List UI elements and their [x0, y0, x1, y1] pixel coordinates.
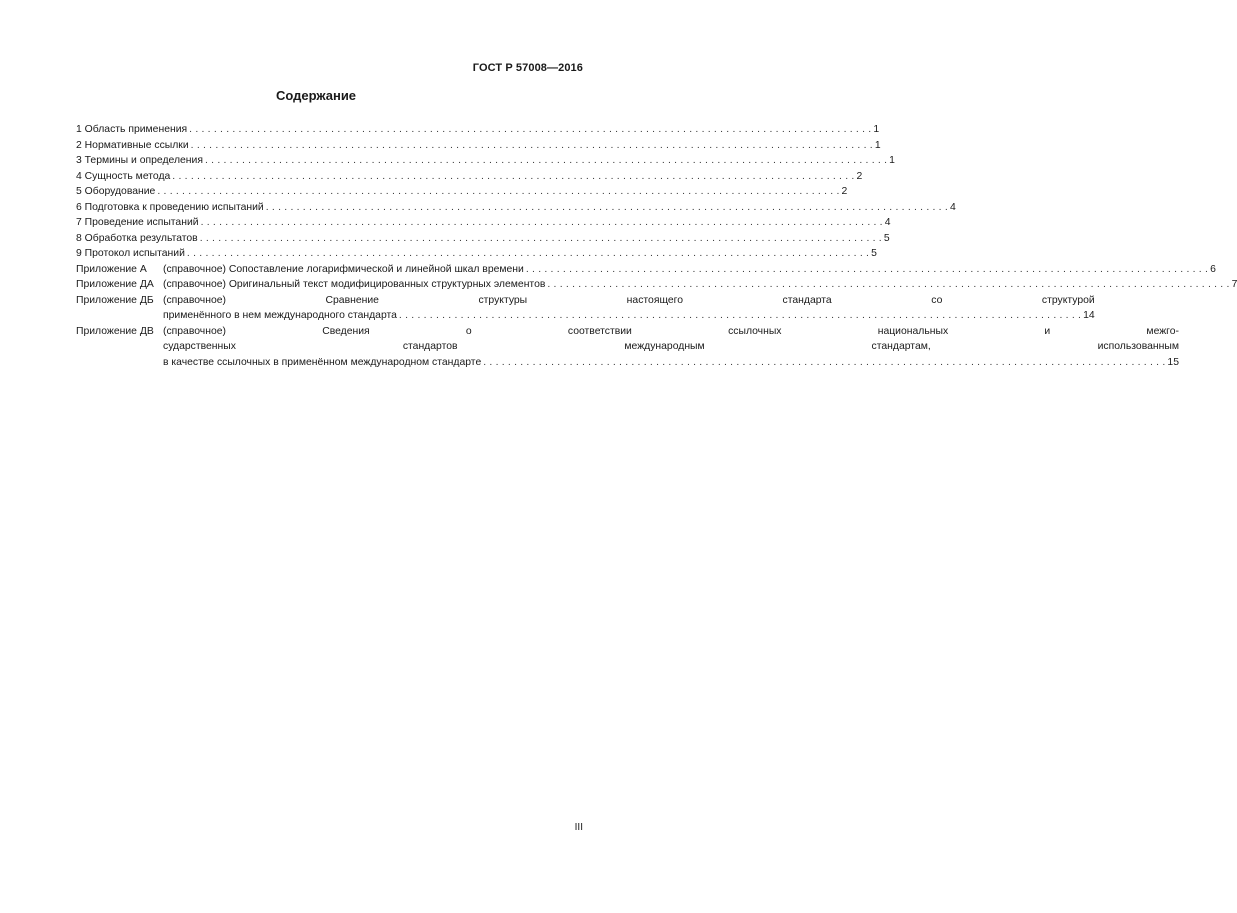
toc-entry[interactable] — [76, 153, 895, 169]
toc-entry-page: 4 — [949, 201, 956, 213]
dot-leader — [172, 169, 854, 185]
toc-entry-page: 1 — [889, 155, 895, 166]
appendix-title-line: (справочное) Оригинальный текст модифицированных структурных элементов — [163, 279, 546, 290]
toc-entry[interactable] — [76, 231, 890, 247]
toc-entry-page: 7 — [1231, 279, 1237, 290]
dot-leader — [483, 355, 1165, 371]
toc-entry-page: 14 — [1083, 310, 1095, 321]
toc-entry[interactable] — [76, 169, 863, 185]
appendix-label: Приложение ДБ — [76, 294, 154, 306]
toc-entry-label: 2 Нормативные ссылки — [76, 139, 189, 151]
toc-sections — [76, 122, 956, 262]
toc-entry[interactable] — [76, 200, 956, 216]
toc-appendix-entry[interactable] — [76, 324, 1179, 371]
dot-leader — [187, 246, 869, 262]
toc-appendices — [76, 262, 1237, 371]
toc-entry[interactable] — [76, 246, 877, 262]
toc-entry-page: 5 — [871, 248, 877, 259]
appendix-title — [163, 277, 1237, 293]
appendix-label: Приложение ДВ — [76, 325, 154, 337]
toc-entry-label: 8 Обработка результатов — [76, 232, 198, 244]
toc-title: Содержание — [275, 88, 357, 103]
toc-appendix-entry[interactable] — [76, 277, 1237, 293]
appendix-title — [163, 262, 1216, 278]
toc-entry-label: 9 Протокол испытаний — [76, 248, 185, 259]
dot-leader — [547, 277, 1229, 293]
toc-entry-label: 4 Сущность метода — [76, 170, 171, 182]
appendix-title-line: (справочное) Сопоставление логарифмической и линейной шкал времени — [163, 263, 524, 275]
page-number: III — [574, 822, 583, 833]
toc-appendix-entry[interactable] — [76, 262, 1216, 278]
toc-entry[interactable] — [76, 184, 848, 200]
dot-leader — [189, 122, 871, 138]
toc-entry-label: 3 Термины и определения — [76, 155, 203, 166]
dot-leader — [399, 308, 1081, 324]
appendix-label: Приложение А — [76, 263, 147, 275]
toc-entry[interactable] — [76, 138, 881, 154]
appendix-title-line: в качестве ссылочных в применённом международном стандарте — [163, 356, 482, 368]
dot-leader — [526, 262, 1208, 278]
toc-entry-page: 4 — [884, 217, 891, 228]
appendix-title-line: (справочное) Сравнение структуры настоящего стандарта со структурой — [163, 294, 1095, 306]
toc-entry-page: 1 — [874, 139, 881, 151]
toc-entry-page: 2 — [856, 170, 863, 182]
toc-entry-page: 1 — [873, 124, 880, 135]
toc-entry-label: 6 Подготовка к проведению испытаний — [76, 201, 264, 213]
appendix-title — [163, 293, 1095, 324]
dot-leader — [205, 153, 887, 169]
toc-entry-page: 6 — [1210, 263, 1216, 275]
toc-entry-page: 15 — [1167, 356, 1179, 368]
dot-leader — [200, 231, 882, 247]
toc-entry-label: 1 Область применения — [76, 124, 188, 135]
toc-entry-label: 7 Проведение испытаний — [76, 217, 199, 228]
table-of-contents — [76, 122, 1237, 370]
toc-entry-page: 5 — [883, 232, 890, 244]
dot-leader — [201, 215, 883, 231]
document-code: ГОСТ Р 57008—2016 — [472, 62, 583, 74]
appendix-title-line: применённого в нем международного стандарта — [163, 310, 397, 321]
appendix-label: Приложение ДА — [76, 279, 154, 290]
toc-entry[interactable] — [76, 122, 880, 138]
dot-leader — [191, 138, 873, 154]
appendix-title — [163, 324, 1179, 371]
appendix-title-line: (справочное) Сведения о соответствии ссылочных национальных и межго- — [163, 325, 1179, 337]
toc-entry-label: 5 Оборудование — [76, 186, 156, 197]
toc-entry-page: 2 — [841, 186, 848, 197]
dot-leader — [157, 184, 839, 200]
dot-leader — [266, 200, 948, 216]
toc-appendix-entry[interactable] — [76, 293, 1095, 324]
toc-entry[interactable] — [76, 215, 891, 231]
appendix-title-line: сударственных стандартов международным стандартам, использованным — [163, 341, 1179, 352]
